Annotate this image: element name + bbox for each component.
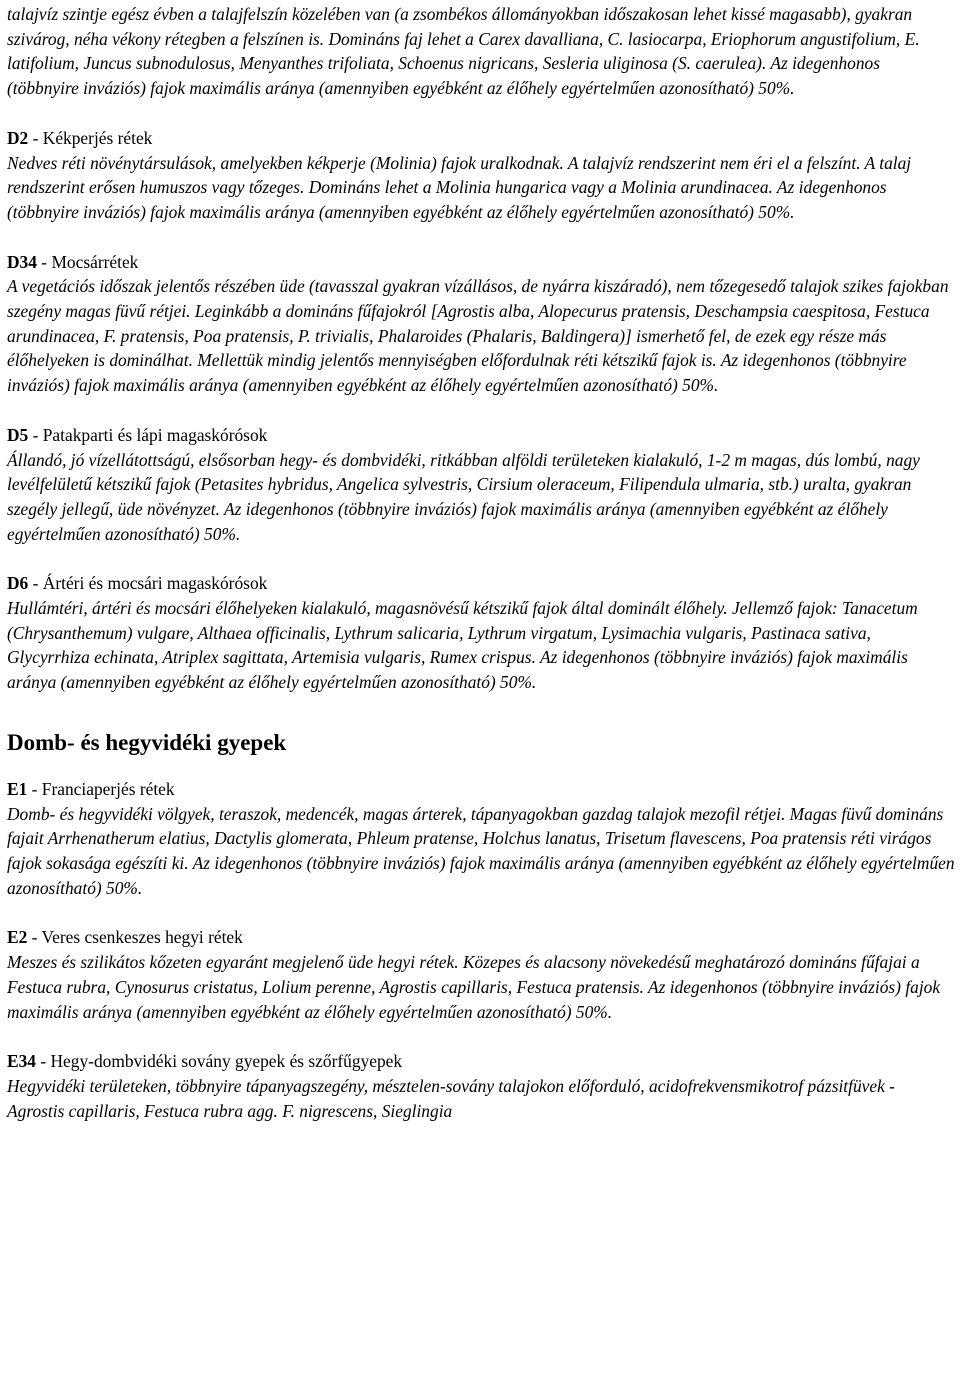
- entry-heading: [7, 925, 955, 950]
- entry-title: Franciaperjés rétek: [41, 778, 175, 799]
- lead-paragraph: talajvíz szintje egész évben a talajfelszín közelében van (a zsombékos állományokban időszakosan lehet kissé magasabb), gyakran szivárog, néha vékony rétegben a felszínen is. Domináns faj lehet a Carex davalliana, C. lasiocarpa, Eriophorum angustifolium, E. latifolium, Juncus subnodulosus, Menyanthes trifoliata, Schoenus nigricans, Sesleria uliginosa (S. caerulea). Az idegenhonos (többnyire inváziós) fajok maximális aránya (amennyiben egyébként az élőhely egyértelműen azonosítható) 50%.: [7, 4, 920, 99]
- entry-title: Mocsárrétek: [51, 251, 139, 272]
- entry-title: Kékperjés rétek: [42, 127, 153, 148]
- entry-code: E34: [7, 1051, 36, 1072]
- habitat-entry-d2: [7, 126, 955, 225]
- document-page: [7, 0, 955, 1123]
- entry-heading: [7, 571, 955, 596]
- entry-title: Patakparti és lápi magaskórósok: [42, 424, 268, 445]
- entry-code: D5: [7, 424, 29, 445]
- entry-separator: -: [36, 251, 52, 272]
- entry-description: Meszes és szilikátos kőzeten egyaránt megjelenő üde hegyi rétek. Közepes és alacsony növekedésű meghatározó domináns fűfajai a Festuca rubra, Cynosurus cristatus, Lolium perenne, Agrostis capillaris, Festuca pratensis. Az idegenhonos (többnyire inváziós) fajok maximális aránya (amennyiben egyébként az élőhely egyértelműen azonosítható) 50%.: [7, 952, 941, 1022]
- entry-code: D6: [7, 573, 29, 594]
- entry-heading: [7, 423, 955, 448]
- entry-title: Ártéri és mocsári magaskórósok: [42, 573, 268, 594]
- entry-description: Nedves réti növénytársulások, amelyekben kékperje (Molinia) fajok uralkodnak. A talajvíz rendszerint nem éri el a felszínt. A talaj rendszerint erősen humuszos vagy tőzeges. Domináns lehet a Molinia hungarica vagy a Molinia arundinacea. Az idegenhonos (többnyire inváziós) fajok maximális aránya (amennyiben egyébként az élőhely egyértelműen azonosítható) 50%.: [7, 152, 912, 222]
- entry-separator: -: [28, 573, 43, 594]
- entry-heading: [7, 126, 955, 151]
- entry-code: E1: [7, 778, 28, 799]
- entry-heading: [7, 1049, 955, 1074]
- entry-description: Hegyvidéki területeken, többnyire tápanyagszegény, mésztelen-sovány talajokon előforduló, acidofrekvensmikotrof pázsitfüvek - Agrostis capillaris, Festuca rubra agg. F. nigrescens, Sieglingia: [7, 1075, 895, 1121]
- entry-description: Állandó, jó vízellátottságú, elsősorban hegy- és dombvidéki, ritkábban alföldi területeken kialakuló, 1-2 m magas, dús lombú, nagy levélfelületű kétszikű fajok (Petasites hybridus, Angelica sylvestris, Cirsium oleraceum, Filipendula ulmaria, stb.) uralta, gyakran szegély jellegű, üde növényzet. Az idegenhonos (többnyire inváziós) fajok maximális aránya (amennyiben egyébként az élőhely egyértelműen azonosítható) 50%.: [7, 449, 920, 544]
- entry-title: Hegy-dombvidéki sovány gyepek és szőrfűgyepek: [50, 1051, 403, 1072]
- entry-separator: -: [28, 127, 43, 148]
- entry-code: D2: [7, 127, 29, 148]
- habitat-entry-d6: [7, 571, 955, 695]
- habitat-entry-e2: [7, 925, 955, 1024]
- habitat-entry-d34: [7, 250, 955, 398]
- entry-separator: -: [28, 424, 43, 445]
- entry-description: A vegetációs időszak jelentős részében üde (tavasszal gyakran vízállásos, de nyárra kiszáradó), nem tőzegesedő talajok szikes fajokban szegény magas füvű rétjei. Leginkább a domináns fűfajokról [Agrostis alba, Alopecurus pratensis, Deschampsia caespitosa, Festuca arundinacea, F. pratensis, Poa pratensis, P. trivialis, Phalaroides (Phalaris, Baldingera)] ismerhető fel, de ezek egy része más élőhelyeken is dominálhat. Mellettük mindig jelentős mennyiségben előfordulnak réti kétszikű fajok is. Az idegenhonos (többnyire inváziós) fajok maximális aránya (amennyiben egyébként az élőhely egyértelműen azonosítható) 50%.: [7, 276, 949, 396]
- entry-title: Veres csenkeszes hegyi rétek: [41, 927, 243, 948]
- habitat-entry-d5: [7, 423, 955, 547]
- entry-heading: [7, 250, 955, 275]
- entry-description: Domb- és hegyvidéki völgyek, teraszok, medencék, magas árterek, tápanyagokban gazdag talajok mezofil rétjei. Magas füvű domináns fajait Arrhenatherum elatius, Dactylis glomerata, Phleum pratense, Holchus lanatus, Trisetum flavescens, Poa pratensis réti virágos fajok sokasága egészíti ki. Az idegenhonos (többnyire inváziós) fajok maximális aránya (amennyiben egyébként az élőhely egyértelműen azonosítható) 50%.: [7, 803, 955, 898]
- entry-separator: -: [27, 927, 42, 948]
- entry-heading: [7, 777, 955, 802]
- habitat-entry-e34: [7, 1049, 955, 1123]
- entry-separator: -: [27, 778, 42, 799]
- entry-separator: -: [36, 1051, 51, 1072]
- habitat-entry-e1: [7, 777, 955, 901]
- entry-code: E2: [7, 927, 28, 948]
- entry-code: D34: [7, 251, 37, 272]
- entry-description: Hullámtéri, ártéri és mocsári élőhelyeken kialakuló, magasnövésű kétszikű fajok által dominált élőhely. Jellemző fajok: Tanacetum (Chrysanthemum) vulgare, Althaea officinalis, Lythrum salicaria, Lythrum virgatum, Lysimachia vulgaris, Pastinaca sativa, Glycyrrhiza echinata, Atriplex sagittata, Artemisia vulgaris, Rumex crispus. Az idegenhonos (többnyire inváziós) fajok maximális aránya (amennyiben egyébként az élőhely egyértelműen azonosítható) 50%.: [7, 598, 918, 693]
- section-heading: Domb- és hegyvidéki gyepek: [7, 729, 287, 755]
